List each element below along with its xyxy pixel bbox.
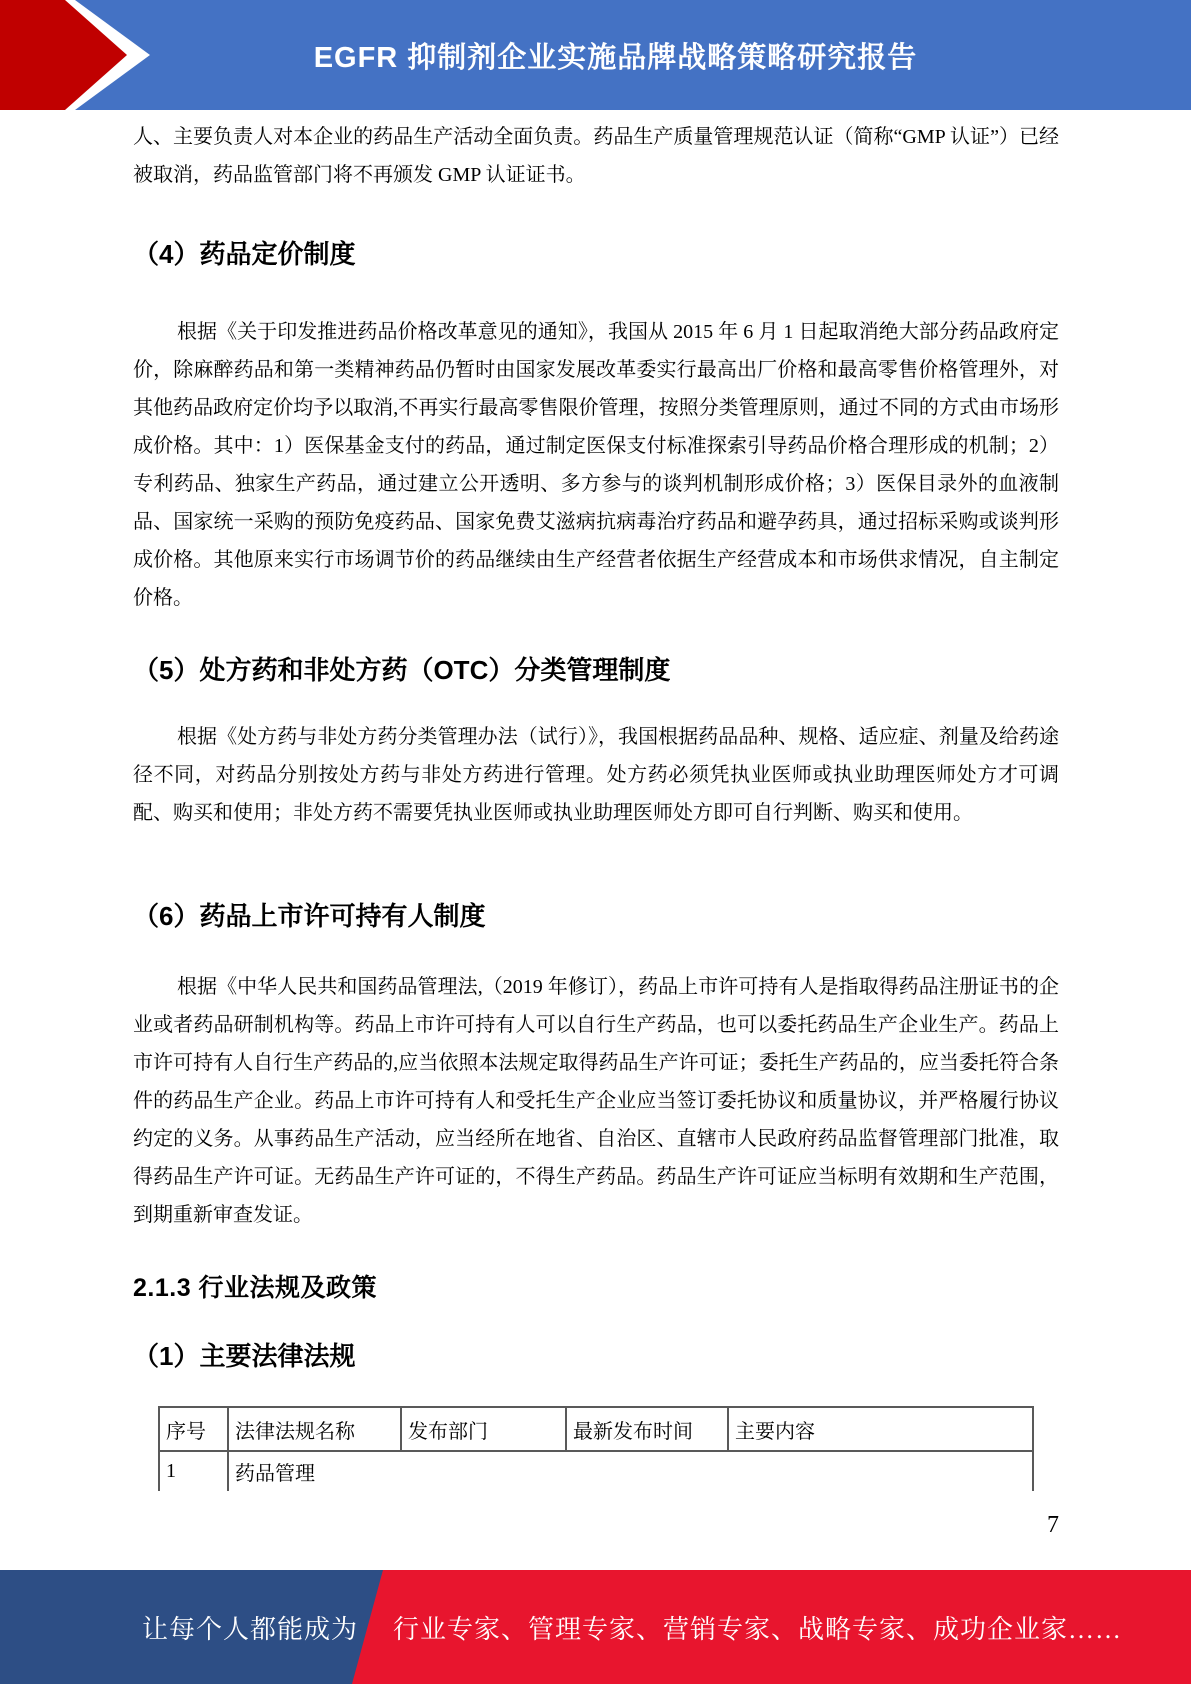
row-index-cell: 1 [159, 1451, 228, 1491]
row-law-name-cell: 药品管理 [228, 1451, 1033, 1491]
heading-otc-classification: （5）处方药和非处方药（OTC）分类管理制度 [133, 655, 671, 685]
footer-slogan-right: 行业专家、管理专家、营销专家、战略专家、成功企业家…… [393, 1614, 1123, 1644]
col-header-main-content: 主要内容 [728, 1407, 1033, 1451]
heading-drug-pricing: （4）药品定价制度 [133, 239, 356, 269]
page-number: 7 [1047, 1512, 1059, 1538]
col-header-issuing-dept: 发布部门 [401, 1407, 566, 1451]
table-row [159, 1451, 1033, 1491]
col-header-law-name: 法律法规名称 [228, 1407, 401, 1451]
chevron-right-arrow-icon [0, 0, 160, 110]
paragraph-mah-system: 根据《中华人民共和国药品管理法,（2019 年修订），药品上市许可持有人是指取得药品注册证书的企业或者药品研制机构等。药品上市许可持有人可以自行生产药品，也可以委托药品生产企业生产。药品上市许可持有人自行生产药品的,应当依照本法规定取得药品生产许可证；委托生产药品的，应当委托符合条件的药品生产企业。药品上市许可持有人和受托生产企业应当签订委托协议和质量协议，并严格履行协议约定的义务。从事药品生产活动，应当经所在地省、自治区、直辖市人民政府药品监督管理部门批准，取得药品生产许可证。无药品生产许可证的，不得生产药品。药品生产许可证应当标明有效期和生产范围，到期重新审查发证。 [133, 976, 1059, 1226]
page-title: EGFR 抑制剂企业实施品牌战略策略研究报告 [313, 41, 918, 74]
footer-banner [0, 1570, 1191, 1684]
paragraph-drug-pricing: 根据《关于印发推进药品价格改革意见的通知》，我国从 2015 年 6 月 1 日起取消绝大部分药品政府定价，除麻醉药品和第一类精神药品仍暂时由国家发展改革委实行最高出厂价格和最高零售价格管理外，对其他药品政府定价均予以取消,不再实行最高零售限价管理，按照分类管理原则，通过不同的方式由市场形成价格。其中：1）医保基金支付的药品，通过制定医保支付标准探索引导药品价格合理形成的机制；2）专利药品、独家生产药品，通过建立公开透明、多方参与的谈判机制形成价格；3）医保目录外的血液制品、国家统一采购的预防免疫药品、国家免费艾滋病抗病毒治疗药品和避孕药具，通过招标采购或谈判形成价格。其他原来实行市场调节价的药品继续由生产经营者依据生产经营成本和市场供求情况，自主制定价格。 [133, 321, 1059, 609]
laws-table-header-row [159, 1407, 1033, 1451]
heading-main-laws: （1）主要法律法规 [133, 1341, 356, 1371]
header-banner [0, 0, 1191, 110]
paragraph-otc-classification: 根据《处方药与非处方药分类管理办法（试行）》，我国根据药品品种、规格、适应症、剂量及给药途径不同，对药品分别按处方药与非处方药进行管理。处方药必须凭执业医师或执业助理医师处方才可调配、购买和使用；非处方药不需要凭执业医师或执业助理医师处方即可自行判断、购买和使用。 [133, 726, 1059, 824]
heading-mah-system: （6）药品上市许可持有人制度 [133, 901, 486, 931]
intro-paragraph: 人、主要负责人对本企业的药品生产活动全面负责。药品生产质量管理规范认证（简称“GMP 认证”）已经被取消，药品监管部门将不再颁发 GMP 认证证书。 [133, 126, 1059, 186]
col-header-latest-date: 最新发布时间 [566, 1407, 728, 1451]
footer-slogan-left: 让每个人都能成为 [142, 1614, 359, 1644]
heading-industry-regulations: 2.1.3 行业法规及政策 [133, 1274, 378, 1302]
laws-table [158, 1406, 1034, 1491]
col-header-index: 序号 [159, 1407, 228, 1451]
